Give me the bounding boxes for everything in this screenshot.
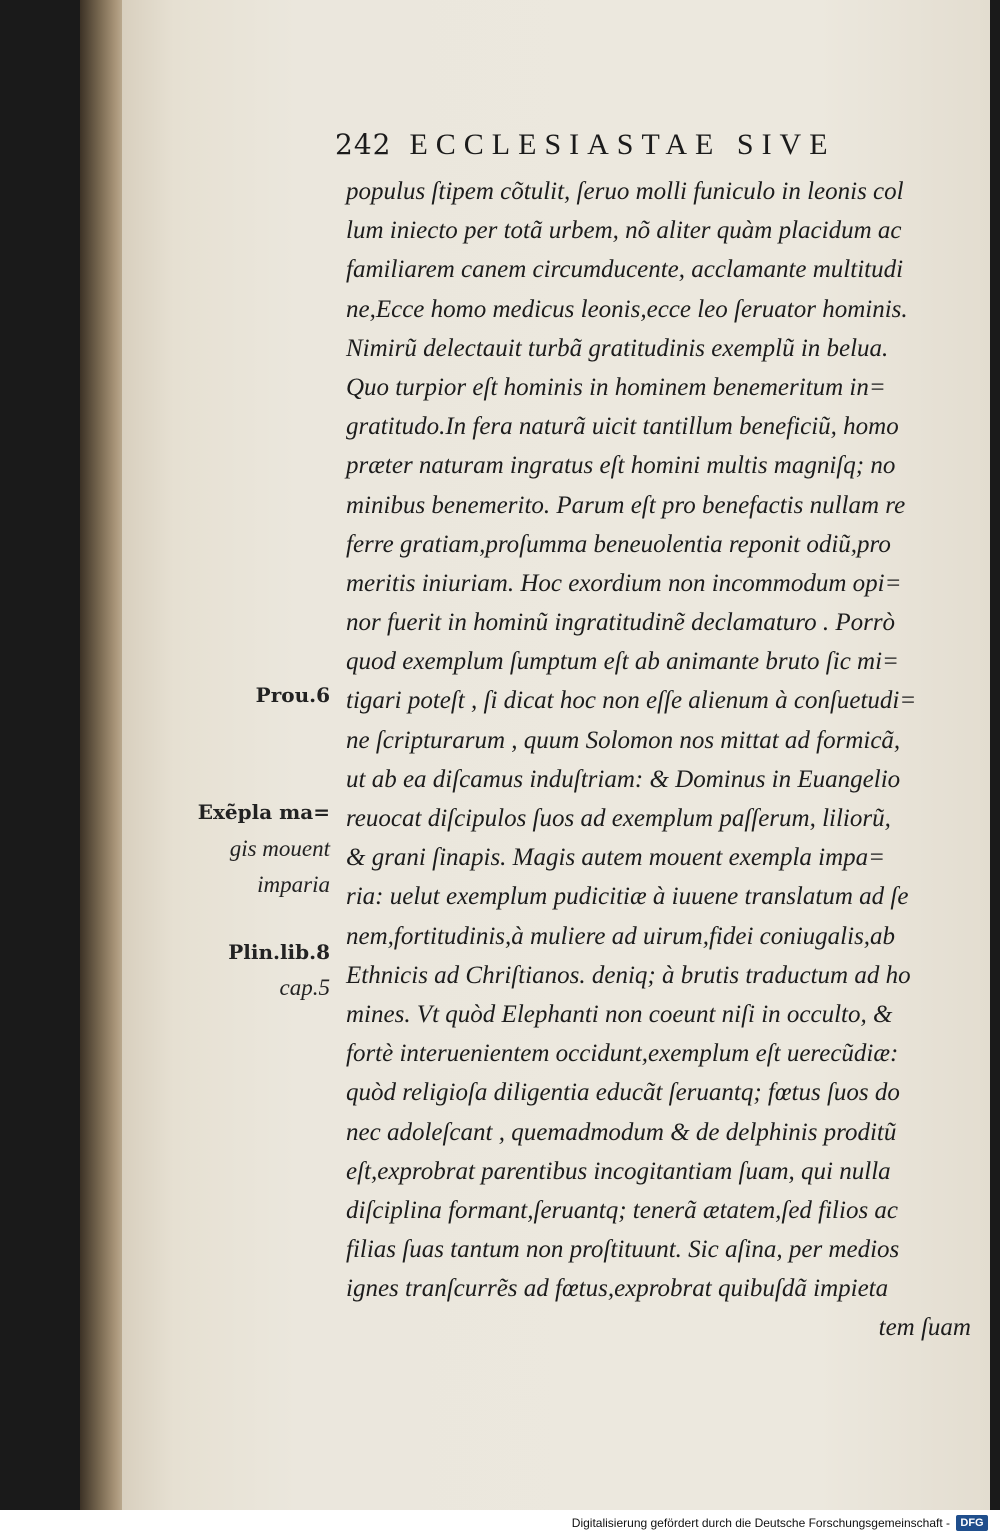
margin-note-exempla-line1: Exẽpla ma= bbox=[197, 800, 330, 824]
running-title: ECCLESIASTAE SIVE bbox=[409, 128, 836, 161]
margin-notes bbox=[197, 0, 330, 1510]
text-line: ferre gratiam,proſumma beneuolentia reponit odiũ,pro bbox=[346, 530, 891, 558]
text-line: nem,fortitudinis,à muliere ad uirum,fidei coniugalis,ab bbox=[346, 922, 896, 950]
margin-note-exempla-line2: gis mouent bbox=[229, 836, 330, 861]
text-line: mines. Vt quòd Elephanti non coeunt niſi in occulto, & bbox=[346, 1000, 893, 1028]
text-line: nor fuerit in hominũ ingratitudinẽ declamaturo . Porrò bbox=[346, 609, 896, 637]
text-line: Nimirũ delectauit turbã gratitudinis exemplũ in belua. bbox=[346, 334, 889, 362]
margin-note-prov: Prou.6 bbox=[255, 683, 330, 707]
text-line: Ethnicis ad Chriſtianos. deniq; à brutis traductum ad ho bbox=[346, 961, 911, 989]
text-line: ne ſcripturarum , quum Solomon nos mittat ad formicã, bbox=[346, 726, 901, 754]
text-line: fortè interuenientem occidunt,exemplum eſt uerecũdiæ: bbox=[346, 1040, 899, 1068]
dfg-logo-icon: DFG bbox=[956, 1515, 988, 1531]
text-line: populus ſtipem cõtulit, ſeruo molli funiculo in leonis col bbox=[346, 178, 904, 205]
text-line: ne,Ecce homo medicus leonis,ecce leo ſeruator hominis. bbox=[346, 295, 908, 323]
text-line: filias ſuas tantum non proſtituunt. Sic aſina, per medios bbox=[346, 1236, 900, 1264]
text-line: Quo turpior eſt hominis in hominem benemeritum in= bbox=[346, 373, 886, 401]
text-line: reuocat diſcipulos ſuos ad exemplum paſſerum, liliorũ, bbox=[346, 805, 891, 832]
text-line: & grani ſinapis. Magis autem mouent exempla impa= bbox=[346, 844, 886, 872]
text-line: ut ab ea diſcamus induſtriam: & Dominus in Euangelio bbox=[346, 765, 901, 793]
margin-note-plin-line1: Plin.lib.8 bbox=[228, 940, 330, 964]
text-line: familiarem canem circumducente, acclamante multitudi bbox=[346, 256, 904, 284]
text-line: tigari poteſt , ſi dicat hoc non eſſe alienum à conſuetudi= bbox=[346, 687, 917, 715]
footer-credit: Digitalisierung gefördert durch die Deutsche Forschungsgemeinschaft - bbox=[571, 1516, 950, 1530]
text-line: lum iniecto per totã urbem, nõ aliter quàm placidum ac bbox=[346, 217, 902, 245]
text-line: ria: uelut exemplum pudicitiæ à iuuene translatum ad ſe bbox=[346, 883, 909, 911]
margin-note-plin-line2: cap.5 bbox=[279, 975, 330, 1000]
text-line: ignes tranſcurrẽs ad fœtus,exprobrat quibuſdã impieta bbox=[346, 1275, 889, 1303]
text-line: nec adoleſcant , quemadmodum & de delphinis proditũ bbox=[346, 1118, 897, 1146]
margin-note-exempla-line3: imparia bbox=[257, 872, 330, 897]
text-line: minibus benemerito. Parum eſt pro benefactis nullam re bbox=[346, 491, 906, 519]
page-header bbox=[335, 128, 935, 168]
text-line: diſciplina formant,ſeruantq; tenerã ætatem,ſed filios ac bbox=[346, 1196, 899, 1224]
catchword-line: tem ſuam bbox=[878, 1314, 971, 1342]
body-text bbox=[346, 172, 971, 1348]
text-line: gratitudo.In fera naturã uicit tantillum beneficiũ, homo bbox=[346, 413, 899, 441]
text-line: quod exemplum ſumptum eſt ab animante bruto ſic mi= bbox=[346, 648, 899, 676]
text-line: præter naturam ingratus eſt homini multis magniſq; no bbox=[346, 452, 896, 480]
text-line: eſt,exprobrat parentibus incogitantiam ſuam, qui nulla bbox=[346, 1157, 891, 1185]
text-line: meritis iniuriam. Hoc exordium non incommodum opi= bbox=[346, 569, 902, 597]
text-line: quòd religioſa diligentia educãt ſeruantq; fœtus ſuos do bbox=[346, 1079, 900, 1107]
page-number: 242 bbox=[335, 128, 392, 161]
digitization-footer bbox=[0, 1510, 1000, 1537]
